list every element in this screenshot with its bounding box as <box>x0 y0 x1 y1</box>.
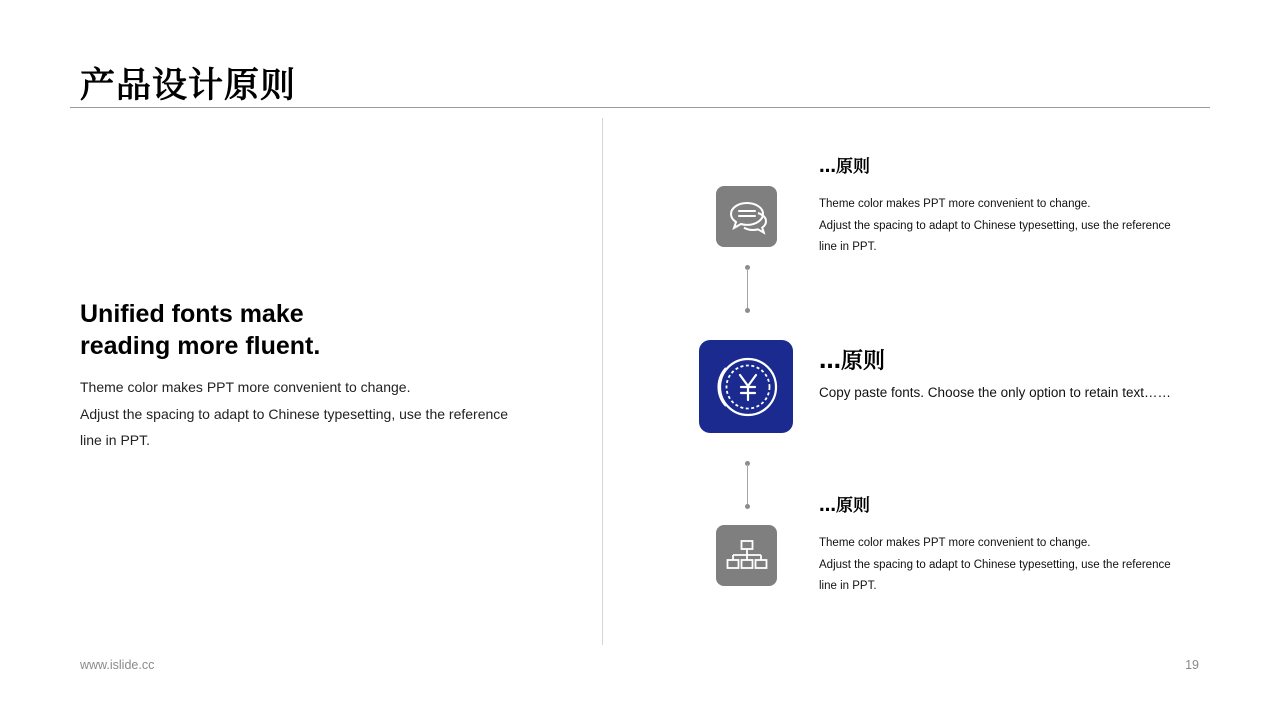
connector-line <box>747 268 748 310</box>
item-1-description <box>819 194 1199 259</box>
item-3-line: Theme color makes PPT more convenient to change. <box>819 537 1091 549</box>
item-3-line: Adjust the spacing to adapt to Chinese typesetting, use the reference <box>819 558 1171 571</box>
item-3-icon-tile <box>716 525 777 586</box>
vertical-divider <box>602 118 603 645</box>
item-1-line: Adjust the spacing to adapt to Chinese typesetting, use the reference <box>819 219 1171 232</box>
item-1-icon-tile <box>716 186 777 247</box>
chat-bubbles-icon <box>724 199 770 235</box>
item-2-line: Copy paste fonts. Choose the only option to retain text…… <box>819 385 1171 400</box>
left-body-text <box>80 374 550 454</box>
left-heading-line: reading more fluent. <box>80 332 321 360</box>
org-chart-icon <box>725 538 769 574</box>
connector-line <box>747 464 748 506</box>
left-body-line: line in PPT. <box>80 432 151 448</box>
footer-url: www.islide.cc <box>80 658 155 672</box>
item-1-line: line in PPT. <box>819 241 877 253</box>
left-body-line: Adjust the spacing to adapt to Chinese typesetting, use the reference <box>80 405 509 422</box>
page-number: 19 <box>1185 658 1199 672</box>
slide-title: 产品设计原则 <box>80 66 297 106</box>
left-heading-line: Unified fonts make <box>80 300 304 328</box>
left-heading <box>80 298 540 362</box>
item-3-description <box>819 533 1199 598</box>
item-2-description <box>819 383 1199 403</box>
item-3-line: line in PPT. <box>819 580 877 592</box>
left-body-line: Theme color makes PPT more convenient to change. <box>80 379 411 395</box>
connector-dot <box>745 504 750 509</box>
connector-dot <box>745 308 750 313</box>
item-1-line: Theme color makes PPT more convenient to change. <box>819 198 1091 210</box>
title-underline <box>70 107 1210 108</box>
connector-1 <box>745 265 750 313</box>
item-3-title: …原则 <box>819 496 870 516</box>
yen-coin-icon <box>713 354 779 420</box>
item-2-title: …原则 <box>819 349 886 374</box>
item-2-icon-tile <box>699 340 793 433</box>
item-1-title: …原则 <box>819 157 870 177</box>
connector-2 <box>745 461 750 509</box>
